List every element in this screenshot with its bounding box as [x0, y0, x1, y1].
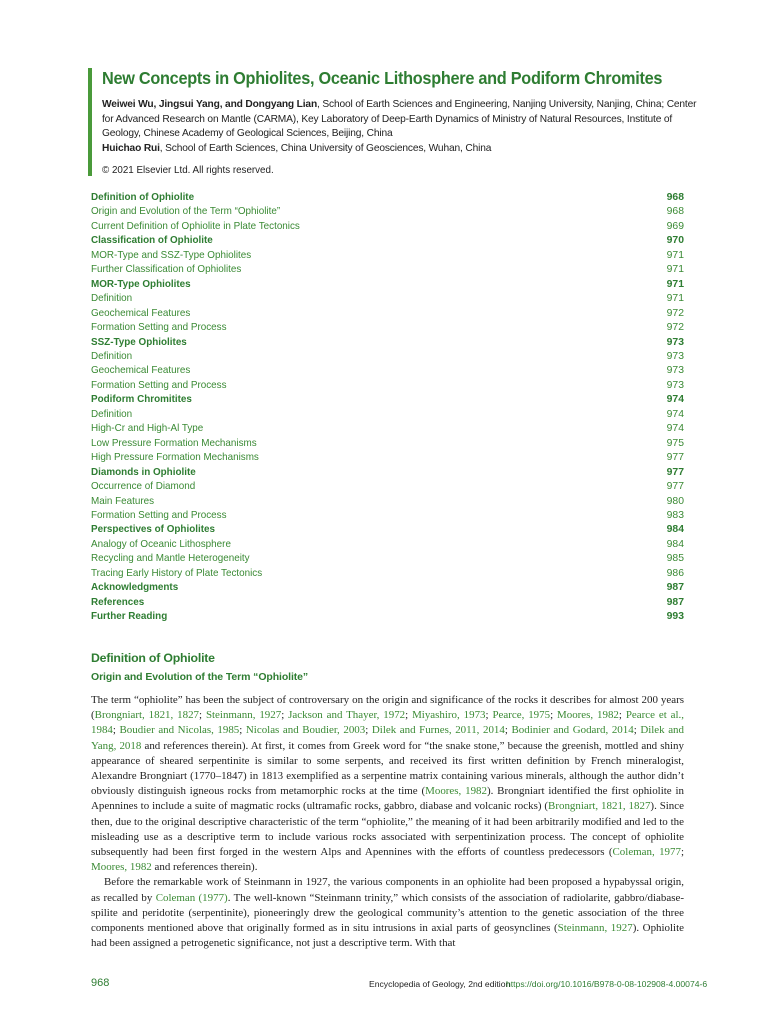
- toc-entry-page: 977: [666, 452, 684, 464]
- toc-entry-page: 974: [666, 408, 684, 420]
- toc-entry[interactable]: [91, 307, 684, 321]
- toc-entry-title: Recycling and Mantle Heterogeneity: [91, 553, 250, 565]
- toc-entry-title: Formation Setting and Process: [91, 322, 227, 334]
- toc-entry-page: 987: [666, 596, 684, 608]
- citation-link[interactable]: Brongniart, 1821, 1827: [548, 800, 651, 813]
- citation-link[interactable]: Moores, 1982: [91, 861, 152, 874]
- toc-entry-page: 987: [666, 582, 684, 594]
- toc-entry-title: Acknowledgments: [91, 582, 179, 594]
- toc-entry-title: Geochemical Features: [91, 307, 191, 319]
- toc-entry-page: 993: [666, 611, 684, 623]
- text-run: ). Brongniart identified the first ophiolite in Apennines to include a suite of magmatic rocks (ultramafic rocks, gabbro, diabase and volcanic rocks) (: [91, 785, 684, 813]
- toc-entry[interactable]: [91, 292, 684, 306]
- text-run: ;: [239, 724, 246, 737]
- text-run: ;: [405, 709, 413, 722]
- toc-entry[interactable]: [91, 408, 684, 422]
- toc-entry-title: Definition of Ophiolite: [91, 192, 195, 203]
- toc-entry-title: Further Reading: [91, 611, 168, 623]
- toc-entry[interactable]: [91, 321, 684, 335]
- toc-entry-page: 974: [666, 394, 684, 406]
- toc-entry[interactable]: [91, 422, 684, 436]
- copyright-notice: © 2021 Elsevier Ltd. All rights reserved.: [102, 165, 274, 177]
- body-paragraph: [91, 693, 684, 875]
- article-header: [88, 68, 700, 176]
- toc-entry[interactable]: [91, 509, 684, 523]
- toc-entry[interactable]: [91, 249, 684, 263]
- toc-entry-page: 968: [666, 192, 684, 203]
- citation-link[interactable]: Moores, 1982: [425, 785, 487, 798]
- toc-entry-title: Low Pressure Formation Mechanisms: [91, 437, 257, 449]
- toc-entry[interactable]: [91, 350, 684, 364]
- text-run: ;: [112, 724, 120, 737]
- toc-entry-title: Definition: [91, 408, 133, 420]
- toc-entry-page: 969: [666, 220, 684, 232]
- body-text: [91, 693, 684, 951]
- toc-entry-title: Formation Setting and Process: [91, 509, 227, 521]
- citation-link[interactable]: Coleman, 1977: [612, 846, 681, 859]
- toc-entry[interactable]: [91, 552, 684, 566]
- citation-link[interactable]: Steinmann, 1927: [205, 709, 282, 722]
- toc-entry-page: 970: [666, 235, 684, 247]
- text-run: ;: [281, 709, 289, 722]
- toc-entry-title: Definition: [91, 293, 133, 305]
- toc-entry[interactable]: [91, 567, 684, 581]
- toc-entry[interactable]: [91, 379, 684, 393]
- citation-link[interactable]: Brongniart, 1821, 1827: [94, 709, 200, 722]
- authors-group-1: Weiwei Wu, Jingsui Yang, and Dongyang Lian: [102, 99, 318, 110]
- citation-link[interactable]: Miyashiro, 1973: [412, 709, 486, 722]
- book-title: Encyclopedia of Geology, 2nd edition: [369, 979, 511, 989]
- toc-entry[interactable]: [91, 596, 684, 610]
- toc-entry[interactable]: [91, 437, 684, 451]
- toc-entry[interactable]: [91, 220, 684, 234]
- toc-entry[interactable]: [91, 234, 684, 248]
- toc-entry-page: 973: [666, 365, 684, 377]
- toc-entry[interactable]: [91, 364, 684, 378]
- toc-entry-page: 968: [666, 206, 684, 218]
- table-of-contents: [91, 191, 684, 625]
- page-number: 968: [91, 977, 110, 989]
- toc-entry-page: 984: [666, 524, 684, 536]
- toc-entry-page: 971: [666, 249, 684, 261]
- toc-entry[interactable]: [91, 278, 684, 292]
- toc-entry-title: Further Classification of Ophiolites: [91, 264, 242, 276]
- article-title: New Concepts in Ophiolites, Oceanic Lithosphere and Podiform Chromites: [102, 68, 663, 88]
- toc-entry-page: 980: [666, 495, 684, 507]
- text-run: ;: [504, 724, 512, 737]
- toc-entry-page: 984: [666, 538, 684, 550]
- toc-entry-title: Classification of Ophiolite: [91, 235, 213, 247]
- text-run: ;: [550, 709, 557, 722]
- toc-entry-title: High Pressure Formation Mechanisms: [91, 452, 259, 464]
- toc-entry[interactable]: [91, 581, 684, 595]
- toc-entry-title: Perspectives of Ophiolites: [91, 524, 215, 536]
- toc-entry-page: 973: [666, 350, 684, 362]
- toc-entry[interactable]: [91, 191, 684, 205]
- toc-entry-title: Geochemical Features: [91, 365, 191, 377]
- toc-entry-title: High-Cr and High-Al Type: [91, 423, 204, 435]
- text-run: . The well-known “Steinmann trinity,” which consists of the association of radiolarite, gabbro/diabase-spilite and peridotite (serpentinite), pioneeringly drew the geological community’s attention to the genetic association of the three components mentioned above that originally formed as in situ intrusions in axial parts of geosynclines (: [91, 891, 684, 935]
- toc-entry-title: Analogy of Oceanic Lithosphere: [91, 538, 231, 550]
- text-run: ;: [633, 724, 641, 737]
- affiliation-2: , School of Earth Sciences, China University of Geosciences, Wuhan, China: [159, 142, 492, 154]
- citation-link[interactable]: Pearce, 1975: [492, 709, 551, 722]
- toc-entry-page: 973: [666, 379, 684, 391]
- toc-entry-title: Podiform Chromitites: [91, 394, 192, 406]
- toc-entry-page: 983: [666, 509, 684, 521]
- toc-entry-title: References: [91, 596, 145, 608]
- text-run: and references therein). At first, it comes from Greek word for “the snake stone,” because the greenish, mottled and shiny appearance of sheared serpentinite is similar to some serpents, and received its first written definition by French mineralogist, Alexandre Brongniart (1770–1847) in 1813 exemplified as a serpentine matrix containing various minerals, although the author didn’t obviously distinguish igneous rocks from metamorphic rocks at the time (: [91, 739, 684, 798]
- citation-link[interactable]: Jackson and Thayer, 1972: [288, 709, 406, 722]
- citation-link[interactable]: Steinmann, 1927: [557, 922, 633, 935]
- toc-entry-page: 986: [666, 567, 684, 579]
- toc-entry-page: 985: [666, 553, 684, 565]
- toc-entry-title: Definition: [91, 350, 133, 362]
- toc-entry-page: 972: [666, 322, 684, 334]
- citation-link[interactable]: Boudier and Nicolas, 1985: [119, 724, 240, 737]
- body-paragraph: [91, 875, 684, 951]
- citation-link[interactable]: Moores, 1982: [557, 709, 619, 722]
- toc-entry-page: 972: [666, 307, 684, 319]
- subsection-heading: Origin and Evolution of the Term “Ophiolite”: [91, 671, 309, 683]
- toc-entry[interactable]: [91, 205, 684, 219]
- citation-link[interactable]: Nicolas and Boudier, 2003: [245, 724, 366, 737]
- toc-entry[interactable]: [91, 336, 684, 350]
- toc-entry-title: SSZ-Type Ophiolites: [91, 336, 187, 348]
- toc-entry-title: Tracing Early History of Plate Tectonics: [91, 567, 263, 579]
- text-run: and references therein).: [151, 861, 258, 874]
- toc-entry-page: 977: [666, 466, 684, 478]
- toc-entry[interactable]: [91, 466, 684, 480]
- doi-link[interactable]: https://doi.org/10.1016/B978-0-08-102908-4.00074-6: [506, 979, 708, 989]
- toc-entry[interactable]: [91, 495, 684, 509]
- citation-link[interactable]: Dilek and Furnes, 2011, 2014: [371, 724, 505, 737]
- citation-link[interactable]: Dilek and Yang, 2018: [91, 724, 684, 752]
- toc-entry[interactable]: [91, 610, 684, 624]
- toc-entry-page: 974: [666, 423, 684, 435]
- text-run: ;: [485, 709, 493, 722]
- citation-link[interactable]: Bodinier and Godard, 2014: [511, 724, 634, 737]
- toc-entry-title: Main Features: [91, 495, 155, 507]
- text-run: ;: [199, 709, 206, 722]
- text-run: ;: [618, 709, 626, 722]
- toc-entry[interactable]: [91, 451, 684, 465]
- toc-entry[interactable]: [91, 393, 684, 407]
- toc-entry-title: MOR-Type and SSZ-Type Ophiolites: [91, 249, 252, 261]
- toc-entry[interactable]: [91, 538, 684, 552]
- toc-entry[interactable]: [91, 263, 684, 277]
- citation-link[interactable]: Pearce et al., 1984: [91, 709, 684, 737]
- toc-entry-title: Occurrence of Diamond: [91, 481, 196, 493]
- toc-entry-title: Current Definition of Ophiolite in Plate Tectonics: [91, 220, 300, 232]
- toc-entry-page: 973: [666, 336, 684, 348]
- citation-link[interactable]: Coleman (1977): [155, 891, 228, 904]
- text-run: ;: [365, 724, 372, 737]
- toc-entry-page: 971: [666, 293, 684, 305]
- author-affiliations: [102, 98, 700, 156]
- toc-entry-page: 971: [666, 264, 684, 276]
- text-run: ). Since then, due to the original descriptive characteristic of the term “ophiolite,” the meaning of it had been arbitrarily modified and led to the misleading use as a descriptive term to include various rocks associated with serpentinization process. The concept of ophiolite subsequently had been first forged in the western Alps and Apennines with the efforts of countless predecessors (: [91, 800, 684, 859]
- toc-entry-title: Origin and Evolution of the Term “Ophiolite”: [91, 206, 281, 218]
- toc-entry-title: MOR-Type Ophiolites: [91, 278, 191, 290]
- text-run: ). Ophiolite had been assigned a petrogenetic significance, not just a descriptive term. With that: [91, 922, 684, 950]
- text-run: ;: [680, 846, 684, 859]
- toc-entry[interactable]: [91, 523, 684, 537]
- text-run: Before the remarkable work of Steinmann in 1927, the various components in an ophiolite had been proposed a hypabyssal origin, as recalled by: [91, 876, 684, 904]
- text-run: The term “ophiolite” has been the subject of controversary on the origin and significance of the rocks it describes for almost 200 years (: [91, 694, 684, 722]
- section-heading: Definition of Ophiolite: [91, 651, 215, 665]
- toc-entry-title: Formation Setting and Process: [91, 379, 227, 391]
- toc-entry-title: Diamonds in Ophiolite: [91, 466, 196, 478]
- toc-entry[interactable]: [91, 480, 684, 494]
- authors-group-2: Huichao Rui: [102, 142, 160, 154]
- toc-entry-page: 977: [666, 481, 684, 493]
- toc-entry-page: 975: [666, 437, 684, 449]
- affiliation-1: , School of Earth Sciences and Engineering, Nanjing University, Nanjing, China; Center for Advanced Research on Mantle (CARMA), Key Laboratory of Deep-Earth Dynamics of Ministry of Natural Resources, Institute of Geology, Chinese Academy of Geological Sciences, Beijing, China: [102, 99, 697, 140]
- toc-entry-page: 971: [666, 278, 684, 290]
